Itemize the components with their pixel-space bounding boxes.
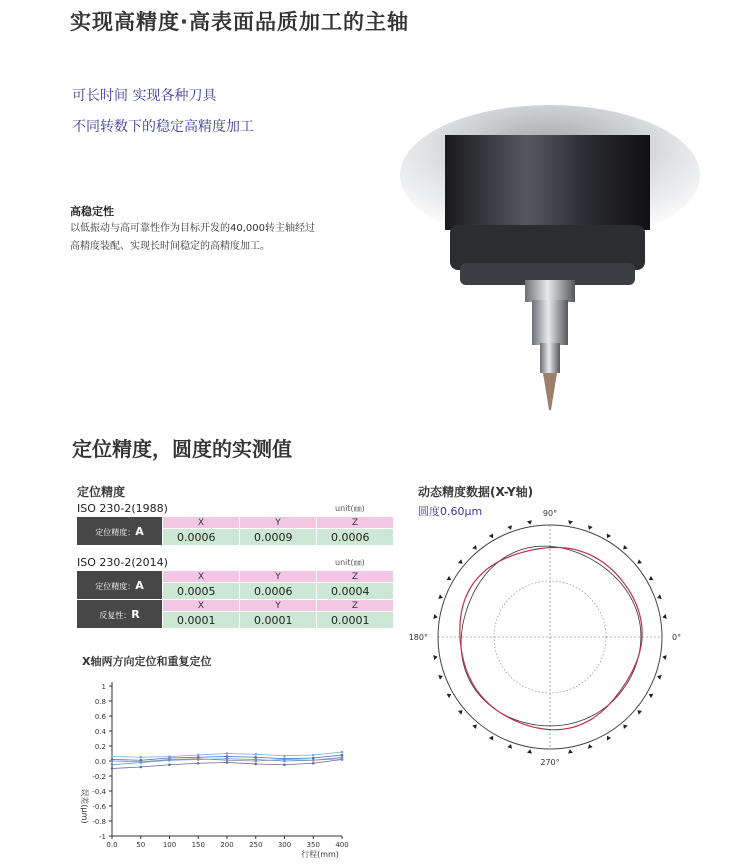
y-tick-label: -0.4 xyxy=(92,788,106,796)
x-tick-label: 0.0 xyxy=(106,841,118,849)
data-point xyxy=(226,761,229,764)
chart-title: X轴两方向定位和重复定位 xyxy=(82,655,212,668)
data-point xyxy=(111,760,114,763)
y-tick-label: 0.0 xyxy=(94,758,106,766)
tick-marker xyxy=(447,576,453,582)
data-point xyxy=(168,758,171,761)
x-tick-label: 150 xyxy=(191,841,205,849)
data-point xyxy=(168,763,171,766)
data-point xyxy=(312,754,315,757)
header-x: X xyxy=(163,571,240,583)
tick-marker xyxy=(662,654,667,660)
y-tick-label: 0.6 xyxy=(94,713,106,721)
data-point xyxy=(197,754,200,757)
tick-marker xyxy=(472,545,478,551)
x-tick-label: 250 xyxy=(249,841,263,849)
tick-marker xyxy=(567,749,573,754)
positioning-chart xyxy=(70,668,370,860)
header-z: Z xyxy=(317,600,394,612)
y-axis-label: 误差(μm) xyxy=(80,788,89,824)
header-z: Z xyxy=(317,571,394,583)
y-tick-label: 1 xyxy=(101,683,106,691)
data-point xyxy=(312,757,315,760)
feature-line-1: 以低振动与高可靠性作为目标开发的40,000转主轴经过 xyxy=(70,223,315,234)
tick-marker xyxy=(567,520,573,525)
tick-marker xyxy=(587,525,593,530)
value-cell: 0.0004 xyxy=(317,583,394,600)
data-point xyxy=(312,759,315,762)
tick-marker xyxy=(447,692,453,698)
spindle-image xyxy=(400,135,700,425)
tick-marker xyxy=(507,743,513,748)
y-tick-label: 0.8 xyxy=(94,698,106,706)
data-point xyxy=(283,758,286,761)
value-cell: 0.0001 xyxy=(317,612,394,629)
tick-marker xyxy=(621,545,627,551)
value-cell: 0.0009 xyxy=(240,529,317,546)
x-axis-label: 行程(mm) xyxy=(301,850,339,859)
data-point xyxy=(226,755,229,758)
value-cell: 0.0001 xyxy=(163,612,240,629)
tick-marker xyxy=(489,734,495,740)
data-point xyxy=(226,752,229,755)
value-cell: 0.0005 xyxy=(163,583,240,600)
section-title: 定位精度，圆度的实测值 xyxy=(72,437,292,461)
subtitle-1: 可长时间 实现各种刀具 xyxy=(72,88,217,104)
page-title: 实现高精度·高表面品质加工的主轴 xyxy=(70,10,409,34)
data-point xyxy=(168,755,171,758)
iso2014-label: ISO 230-2(2014) xyxy=(77,556,168,569)
header-z: Z xyxy=(317,517,394,529)
positioning-label: 定位精度 xyxy=(77,485,126,499)
measured-trace xyxy=(460,547,642,729)
iso1988-table xyxy=(76,516,394,546)
feature-line-2: 高精度装配、实现长时间稳定的高精度加工。 xyxy=(70,241,270,252)
x-tick-label: 300 xyxy=(277,841,292,849)
x-tick-label: 350 xyxy=(306,841,320,849)
tick-marker xyxy=(507,525,513,530)
tick-marker xyxy=(605,534,611,540)
tick-marker xyxy=(656,674,661,680)
x-tick-label: 200 xyxy=(220,841,234,849)
data-point xyxy=(341,754,344,757)
tick-marker xyxy=(527,520,533,525)
tick-marker xyxy=(472,723,478,729)
data-point xyxy=(139,766,142,769)
tick-marker xyxy=(587,743,593,748)
angle-label: 180° xyxy=(408,633,428,642)
header-y: Y xyxy=(240,571,317,583)
tick-marker xyxy=(647,576,653,582)
y-tick-label: -1 xyxy=(99,833,106,841)
dynamic-title: 动态精度数据(X-Y轴) xyxy=(418,485,534,499)
header-x: X xyxy=(163,600,240,612)
tick-marker xyxy=(433,614,438,620)
y-tick-label: 0.2 xyxy=(94,743,106,751)
data-point xyxy=(254,763,257,766)
data-point xyxy=(197,762,200,765)
iso1988-label: ISO 230-2(1988) xyxy=(77,502,168,515)
tick-marker xyxy=(636,559,642,565)
subtitle-2: 不同转数下的稳定高精度加工 xyxy=(72,119,254,135)
y-tick-label: 0.4 xyxy=(94,728,106,736)
data-point xyxy=(139,760,142,763)
data-point xyxy=(254,760,257,763)
tick-marker xyxy=(527,749,533,754)
tick-marker xyxy=(647,692,653,698)
value-cell: 0.0006 xyxy=(163,529,240,546)
data-point xyxy=(111,763,114,766)
row-label-r: 反复性：R xyxy=(77,600,163,629)
value-cell: 0.0006 xyxy=(240,583,317,600)
row-label-a1: 定位精度：A xyxy=(77,517,163,546)
roundness-chart xyxy=(408,505,685,770)
x-tick-label: 400 xyxy=(335,841,349,849)
data-point xyxy=(341,751,344,754)
data-point xyxy=(254,753,257,756)
tick-marker xyxy=(605,734,611,740)
tick-marker xyxy=(489,534,495,540)
data-point xyxy=(283,754,286,757)
y-tick-label: -0.2 xyxy=(92,773,106,781)
roundness-value: 圆度0.60μm xyxy=(418,505,483,518)
unit-label-1: unit(㎜) xyxy=(335,504,365,513)
tick-marker xyxy=(621,723,627,729)
header-y: Y xyxy=(240,600,317,612)
tick-marker xyxy=(433,654,438,660)
feature-heading: 高稳定性 xyxy=(70,205,114,218)
data-point xyxy=(312,762,315,765)
tick-marker xyxy=(458,559,464,565)
tick-marker xyxy=(656,594,661,600)
value-cell: 0.0001 xyxy=(240,612,317,629)
row-label-a2: 定位精度：A xyxy=(77,571,163,600)
angle-label: 0° xyxy=(672,633,682,642)
header-x: X xyxy=(163,517,240,529)
data-point xyxy=(254,756,257,759)
data-point xyxy=(197,757,200,760)
x-tick-label: 50 xyxy=(136,841,146,849)
x-tick-label: 100 xyxy=(162,841,177,849)
data-point xyxy=(226,759,229,762)
data-point xyxy=(139,756,142,759)
angle-label: 90° xyxy=(542,509,558,518)
tick-marker xyxy=(458,708,464,714)
data-point xyxy=(111,755,114,758)
data-point xyxy=(111,767,114,770)
y-tick-label: -0.6 xyxy=(92,803,106,811)
tick-marker xyxy=(438,674,443,680)
data-point xyxy=(283,763,286,766)
y-tick-label: -0.8 xyxy=(92,818,106,826)
tick-marker xyxy=(662,614,667,620)
angle-label: 270° xyxy=(540,758,560,767)
tick-marker xyxy=(636,708,642,714)
tick-marker xyxy=(438,594,443,600)
unit-label-2: unit(㎜) xyxy=(335,558,365,567)
header-y: Y xyxy=(240,517,317,529)
iso2014-table xyxy=(76,570,394,629)
value-cell: 0.0006 xyxy=(317,529,394,546)
data-point xyxy=(341,757,344,760)
